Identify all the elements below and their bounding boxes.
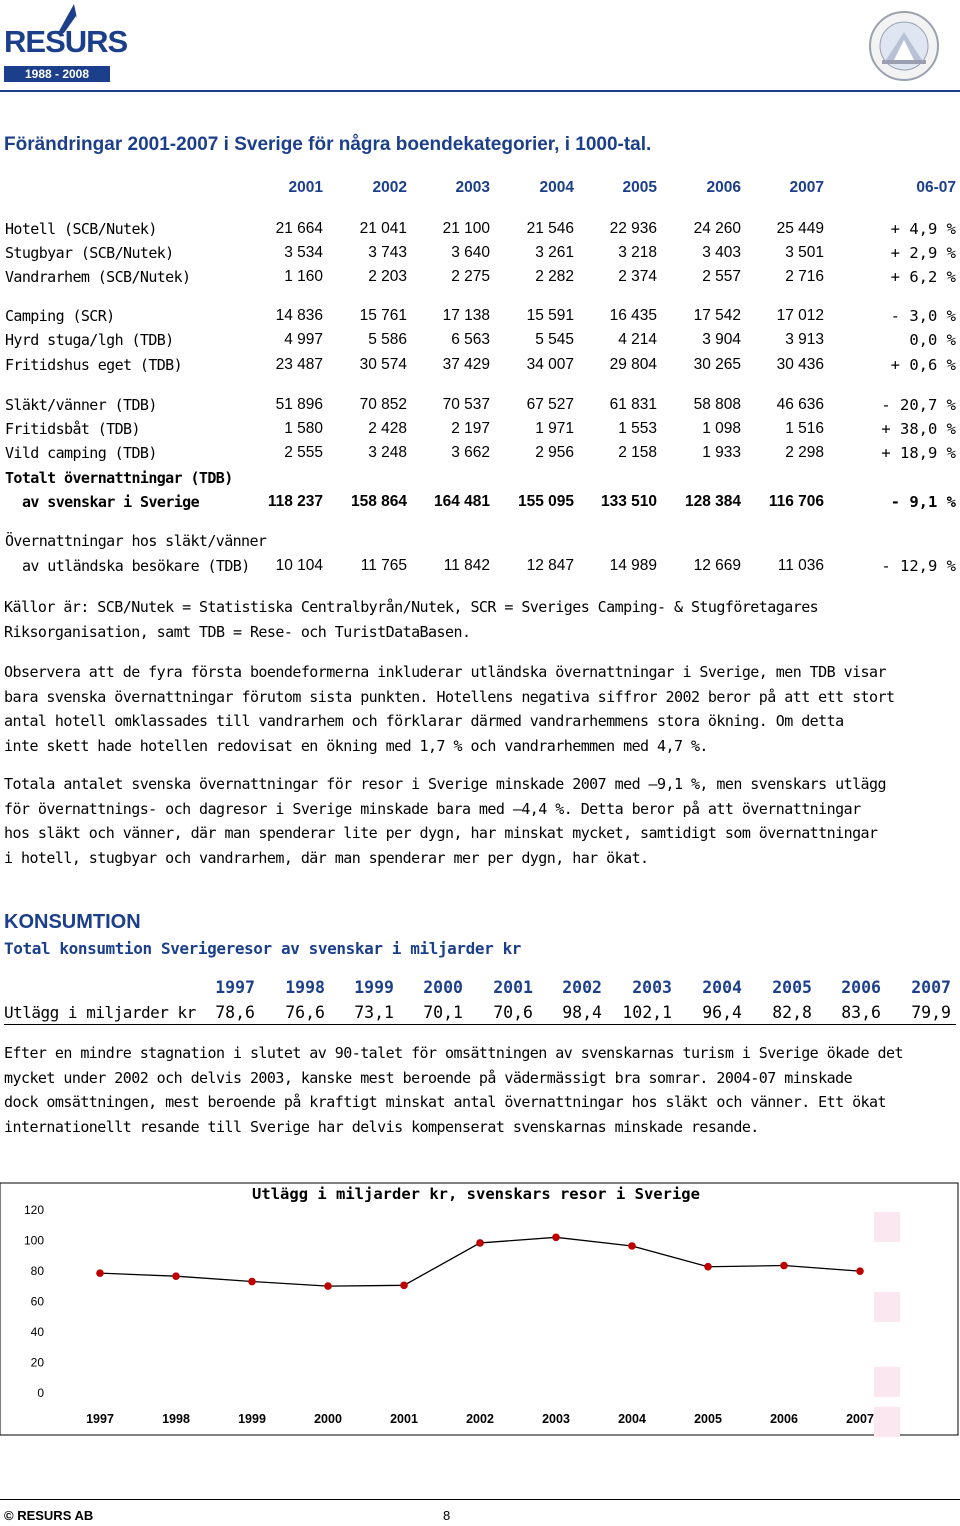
table-cell: 70,1 — [423, 1003, 463, 1022]
table-cell: 3 218 — [618, 244, 657, 261]
table-cell: 79,9 — [911, 1003, 951, 1022]
table-cell: 73,1 — [354, 1003, 394, 1022]
paragraph-line: Efter en mindre stagnation i slutet av 90-talet för omsättningen av svenskarnas turism i Sverige ökade det — [4, 1044, 903, 1062]
col-header: 2005 — [622, 179, 657, 196]
x-tick-label: 2004 — [618, 1412, 646, 1426]
table-cell: 2 298 — [785, 444, 824, 461]
table-cell: 118 237 — [267, 493, 323, 510]
footer-divider — [0, 1499, 960, 1500]
table-rule — [4, 1024, 956, 1025]
table-cell: 116 706 — [768, 493, 824, 510]
table-cell: 3 501 — [785, 244, 824, 261]
y-tick-label: 120 — [23, 1203, 44, 1217]
plot-band — [874, 1212, 900, 1242]
change-cell: - 3,0 % — [890, 307, 956, 325]
table-cell: 14 989 — [609, 557, 657, 574]
plot-band — [874, 1292, 900, 1322]
paragraph-line: för övernattnings- och dagresor i Sverige minskade bara med –4,4 %. Detta beror på att övernattningar — [4, 799, 861, 818]
table-cell: 23 487 — [275, 356, 323, 373]
sources-note — [4, 595, 818, 644]
table-cell: 30 265 — [693, 356, 741, 373]
col-header: 2004 — [539, 179, 574, 196]
table-cell: 4 997 — [284, 331, 323, 348]
paragraph-line: bara svenska övernattningar förutom sista punkten. Hotellens negativa siffror 2002 beror på att ett stort — [4, 687, 895, 706]
table-cell: 2 557 — [702, 268, 741, 285]
change-cell: - 20,7 % — [881, 396, 956, 414]
data-point — [172, 1272, 180, 1280]
row-label: Vandrarhem (SCB/Nutek) — [5, 268, 191, 286]
data-point — [476, 1239, 484, 1247]
change-cell: + 4,9 % — [890, 220, 956, 238]
col-header: 2006 — [706, 179, 741, 196]
data-point — [704, 1263, 712, 1271]
table-cell: 2 716 — [785, 268, 824, 285]
table-cell: 3 534 — [284, 244, 323, 261]
table-row — [0, 420, 960, 444]
year-header: 2000 — [423, 978, 463, 997]
table-cell: 34 007 — [526, 356, 574, 373]
y-tick-label: 100 — [23, 1233, 44, 1248]
table-cell: 37 429 — [442, 356, 490, 373]
plot-band — [874, 1367, 900, 1397]
table-cell: 2 555 — [284, 444, 323, 461]
table-cell: 17 542 — [693, 307, 741, 324]
table-cell: 21 546 — [526, 220, 574, 237]
row-label: Övernattningar hos släkt/vänner — [5, 532, 267, 550]
table-cell: 3 904 — [702, 331, 741, 348]
table-cell: 3 743 — [368, 244, 407, 261]
year-header: 1998 — [285, 978, 325, 997]
change-cell: + 2,9 % — [890, 244, 956, 262]
table-cell: 3 248 — [368, 444, 407, 461]
paragraph-line: inte skett hade hotellen redovisat en ökning med 1,7 % och vandrarhemmen med 4,7 %. — [4, 736, 708, 755]
table-cell: 1 971 — [535, 420, 574, 437]
table-cell: 2 203 — [368, 268, 407, 285]
year-header: 2003 — [632, 978, 672, 997]
table-row — [0, 356, 960, 380]
logo-years: 1988 - 2008 — [4, 66, 110, 82]
table-row-label-line — [0, 469, 960, 493]
paragraph-line: i hotell, stugbyar och vandrarhem, där man spenderar mer per dygn, har ökat. — [4, 848, 649, 867]
paragraph-1 — [4, 660, 894, 758]
row-label: Fritidshus eget (TDB) — [5, 356, 183, 374]
year-header: 2005 — [772, 978, 812, 997]
data-point — [400, 1282, 408, 1290]
table-cell: 3 640 — [451, 244, 490, 261]
table-cell: 14 836 — [275, 307, 323, 324]
row-label: Fritidsbåt (TDB) — [5, 420, 140, 438]
paragraph-line: internationellt resande till Sverige har delvis kompenserat svenskarnas minskade resande. — [4, 1117, 759, 1136]
logo-text: RESURS — [4, 24, 128, 59]
table-cell: 16 435 — [609, 307, 657, 324]
table-row — [0, 268, 960, 292]
year-header: 2002 — [562, 978, 602, 997]
x-tick-label: 1999 — [238, 1412, 266, 1426]
year-header: 1997 — [215, 978, 255, 997]
row-label: Vild camping (TDB) — [5, 444, 157, 462]
table-cell: 102,1 — [622, 1003, 672, 1022]
table-row — [0, 557, 960, 581]
data-point — [324, 1282, 332, 1290]
table-cell: 98,4 — [562, 1003, 602, 1022]
plot-area — [60, 1210, 900, 1393]
paragraph-line: hos släkt och vänner, där man spenderar lite per dygn, har minskat mycket, samtidigt som övernattningar — [4, 824, 878, 843]
table-cell: 17 012 — [776, 307, 824, 324]
table-cell: 61 831 — [609, 396, 657, 413]
x-tick-label: 2007 — [846, 1412, 874, 1426]
change-cell: - 9,1 % — [890, 493, 956, 511]
table-row-label-line — [0, 532, 960, 556]
table-cell: 96,4 — [702, 1003, 742, 1022]
table-cell: 21 664 — [275, 220, 323, 237]
table-cell: 12 669 — [693, 557, 741, 574]
change-cell: + 0,6 % — [890, 356, 956, 374]
table-cell: 133 510 — [600, 493, 657, 510]
table-cell: 128 384 — [684, 493, 741, 510]
paragraph-line: Totala antalet svenska övernattningar för resor i Sverige minskade 2007 med –9,1 %, men svenskars utlägg — [4, 775, 887, 793]
table-cell: 2 158 — [618, 444, 657, 461]
table-cell: 78,6 — [215, 1003, 255, 1022]
sources-line: Riksorganisation, samt TDB = Rese- och TuristDataBasen. — [4, 622, 471, 641]
paragraph-line: antal hotell omklassades till vandrarhem och förklarar därmed vandrarhemmens stora ökning. Om detta — [4, 712, 844, 731]
table-cell: 158 864 — [350, 493, 407, 510]
row-label: Utlägg i miljarder kr — [4, 1003, 196, 1022]
col-header: 2001 — [288, 179, 323, 196]
table-cell: 5 586 — [368, 331, 407, 348]
table-cell: 10 104 — [275, 557, 323, 574]
table-cell: 67 527 — [526, 396, 574, 413]
page-title: Förändringar 2001-2007 i Sverige för några boendekategorier, i 1000-tal. — [4, 134, 652, 155]
change-cell: + 18,9 % — [881, 444, 956, 462]
paragraph-2 — [4, 772, 886, 870]
table-row — [0, 244, 960, 268]
table-cell: 2 428 — [368, 420, 407, 437]
table-cell: 30 436 — [776, 356, 824, 373]
table-cell: 11 765 — [360, 557, 407, 574]
chart-title: Utlägg i miljarder kr, svenskars resor i Sverige — [252, 1185, 700, 1203]
table-cell: 46 636 — [776, 396, 824, 413]
stats-table-header — [0, 179, 960, 203]
x-tick-label: 1998 — [162, 1412, 190, 1426]
table-row — [0, 493, 960, 517]
table-cell: 25 449 — [776, 220, 824, 237]
plot-band — [874, 1407, 900, 1437]
table-cell: 15 761 — [359, 307, 407, 324]
col-header: 06-07 — [916, 179, 956, 196]
change-cell: + 38,0 % — [881, 420, 956, 438]
table-cell: 11 036 — [777, 557, 824, 574]
table-cell: 2 275 — [451, 268, 490, 285]
y-tick-label: 0 — [37, 1386, 44, 1400]
x-tick-label: 2003 — [542, 1412, 570, 1426]
col-header: 2003 — [455, 179, 490, 196]
table-cell: 11 842 — [443, 557, 490, 574]
data-point — [552, 1233, 560, 1241]
table-cell: 70 537 — [442, 396, 490, 413]
paragraph-line: dock omsättningen, mest beroende på kraftigt minskat antal övernattningar hos släkt och vänner. Ett ökat — [4, 1093, 887, 1112]
table-cell: 3 261 — [535, 244, 574, 261]
table-cell: 1 553 — [618, 420, 657, 437]
row-label: Stugbyar (SCB/Nutek) — [5, 244, 174, 262]
table-row — [0, 396, 960, 420]
table-cell: 22 936 — [609, 220, 657, 237]
table-cell: 6 563 — [451, 331, 490, 348]
row-label: Hotell (SCB/Nutek) — [5, 220, 157, 238]
year-header: 1999 — [354, 978, 394, 997]
year-header: 2006 — [841, 978, 881, 997]
y-tick-label: 40 — [30, 1325, 44, 1339]
row-label: Släkt/vänner (TDB) — [5, 396, 157, 414]
table-cell: 17 138 — [442, 307, 490, 324]
table-cell: 3 913 — [785, 331, 824, 348]
table-cell: 2 374 — [618, 268, 657, 285]
table-row — [0, 220, 960, 244]
table-row — [0, 444, 960, 468]
table-cell: 70,6 — [493, 1003, 533, 1022]
change-cell: 0,0 % — [909, 331, 956, 349]
table-cell: 30 574 — [359, 356, 407, 373]
paragraph-line: mycket under 2002 och delvis 2003, kanske mest beroende på vädermässigt bra somrar. 2004-07 minskade — [4, 1068, 853, 1087]
x-tick-label: 2005 — [694, 1412, 722, 1426]
consumption-chart — [0, 1175, 960, 1445]
data-point — [96, 1269, 104, 1277]
section-title: KONSUMTION — [4, 911, 141, 933]
year-header: 2001 — [493, 978, 533, 997]
table-row — [0, 331, 960, 355]
table-cell: 3 403 — [702, 244, 741, 261]
x-tick-label: 2001 — [390, 1412, 418, 1426]
data-point — [628, 1242, 636, 1250]
table-cell: 51 896 — [275, 396, 323, 413]
x-tick-label: 1997 — [86, 1412, 114, 1426]
vastervik-seal-icon — [864, 10, 944, 82]
table-cell: 82,8 — [772, 1003, 812, 1022]
table-cell: 83,6 — [841, 1003, 881, 1022]
table-cell: 15 591 — [526, 307, 574, 324]
table-cell: 21 100 — [442, 220, 490, 237]
table-cell: 2 956 — [535, 444, 574, 461]
table-cell: 76,6 — [285, 1003, 325, 1022]
data-point — [248, 1278, 256, 1286]
table-cell: 4 214 — [618, 331, 657, 348]
y-tick-label: 80 — [30, 1264, 44, 1278]
data-point — [856, 1267, 864, 1275]
col-header: 2002 — [372, 179, 407, 196]
table-cell: 2 282 — [535, 268, 574, 285]
row-label: Totalt övernattningar (TDB) — [5, 469, 233, 487]
row-label: Camping (SCR) — [5, 307, 115, 325]
row-label: Hyrd stuga/lgh (TDB) — [5, 331, 174, 349]
paragraph-3 — [4, 1041, 903, 1139]
table-cell: 1 160 — [284, 268, 323, 285]
section-subtitle: Total konsumtion Sverigeresor av svenskar i miljarder kr — [4, 939, 522, 958]
table-cell: 29 804 — [609, 356, 657, 373]
col-header: 2007 — [789, 179, 824, 196]
table-cell: 1 580 — [284, 420, 323, 437]
table-cell: 70 852 — [359, 396, 407, 413]
table-cell: 1 933 — [702, 444, 741, 461]
table-cell: 1 516 — [785, 420, 824, 437]
table-cell: 12 847 — [526, 557, 574, 574]
year-header: 2007 — [911, 978, 951, 997]
table-cell: 21 041 — [359, 220, 407, 237]
change-cell: + 6,2 % — [890, 268, 956, 286]
table-cell: 58 808 — [693, 396, 741, 413]
y-tick-label: 60 — [30, 1294, 44, 1309]
table-cell: 155 095 — [517, 493, 574, 510]
year-header: 2004 — [702, 978, 742, 997]
row-label: av svenskar i Sverige — [22, 493, 200, 511]
footer-copyright: © RESURS AB — [4, 1508, 94, 1523]
x-tick-label: 2000 — [314, 1412, 342, 1426]
table-cell: 1 098 — [702, 420, 741, 437]
table-cell: 3 662 — [451, 444, 490, 461]
row-label: av utländska besökare (TDB) — [22, 557, 250, 575]
sources-line: Källor är: SCB/Nutek = Statistiska Centralbyrån/Nutek, SCR = Sveriges Camping- & Stugföretagares — [4, 598, 819, 616]
table-row — [0, 307, 960, 331]
y-tick-label: 20 — [30, 1355, 44, 1370]
table-cell: 164 481 — [433, 493, 490, 510]
page-number: 8 — [443, 1508, 451, 1523]
table-cell: 24 260 — [693, 220, 741, 237]
x-tick-label: 2006 — [770, 1412, 798, 1426]
paragraph-line: Observera att de fyra första boendeformerna inkluderar utländska övernattningar i Sverige, men TDB visar — [4, 663, 887, 681]
x-tick-label: 2002 — [466, 1412, 494, 1426]
table-cell: 5 545 — [535, 331, 574, 348]
data-point — [780, 1262, 788, 1270]
change-cell: - 12,9 % — [881, 557, 956, 575]
header-divider — [0, 90, 960, 92]
table-cell: 2 197 — [451, 420, 490, 437]
